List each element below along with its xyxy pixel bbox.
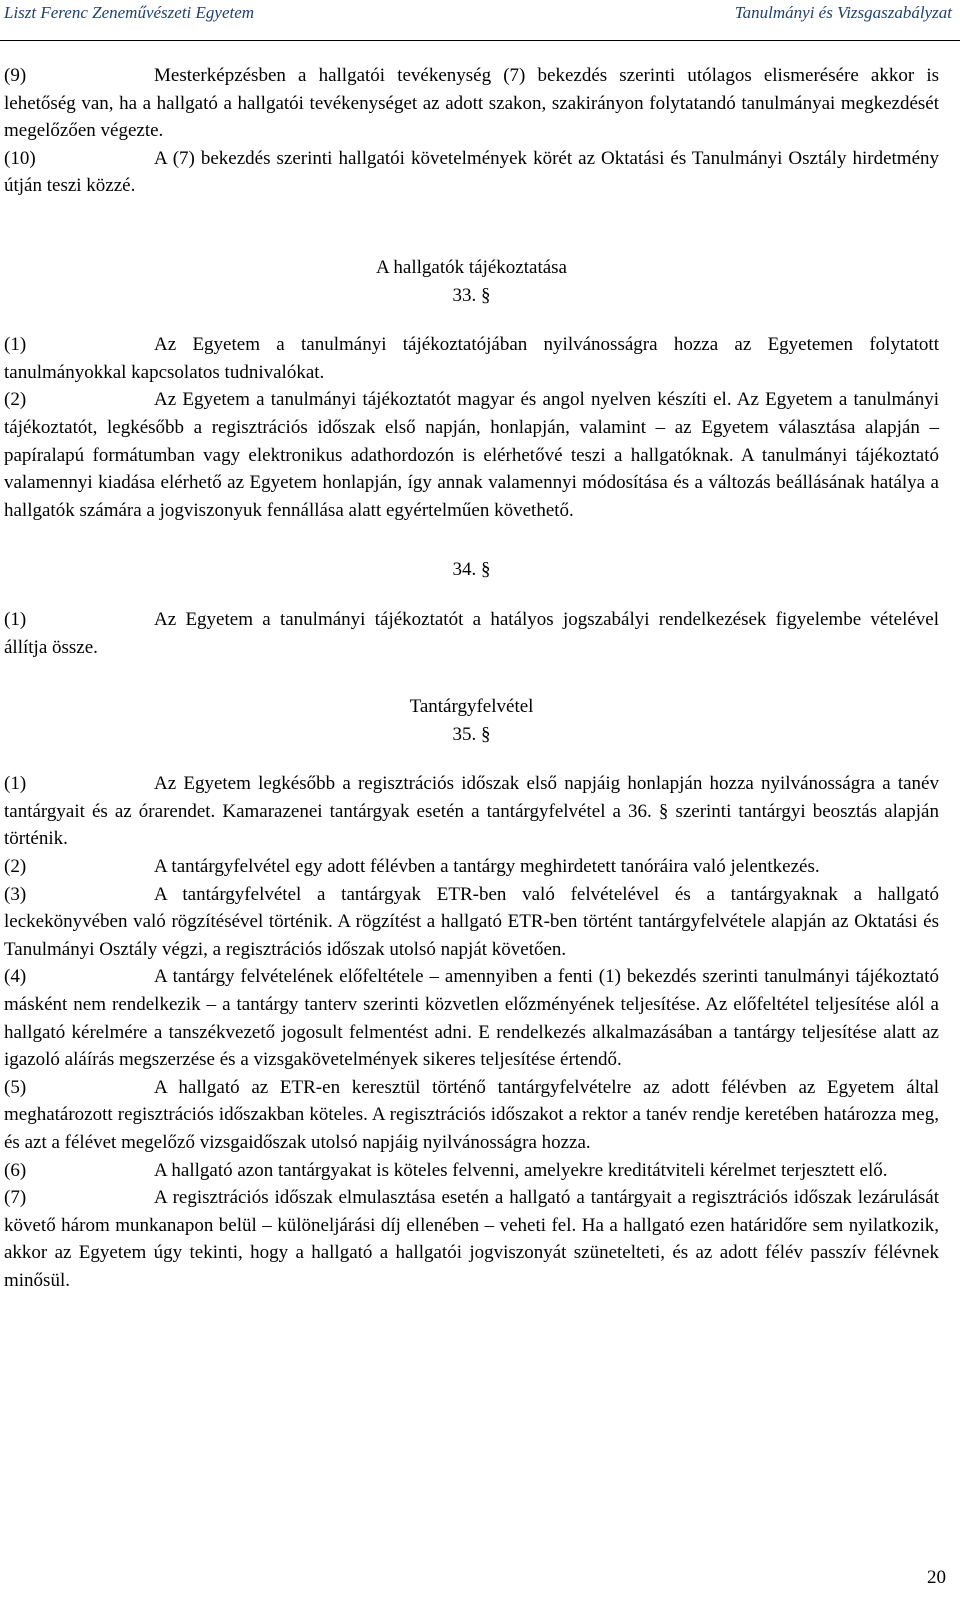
document-body [4,62,939,1295]
paragraph-number: (7) [4,1187,27,1209]
paragraph-33-2 [4,386,939,524]
paragraph-number: (6) [4,1159,27,1181]
page-number: 20 [927,1567,946,1588]
paragraph-35-1 [4,770,939,853]
paragraph-number: (1) [4,608,27,630]
page-header [0,0,960,41]
paragraph-text: A hallgató az ETR-en keresztül történő tantárgyfelvételre az adott félévben az Egyetem által meghatározott regisztrációs időszakban köteles. A regisztrációs időszakot a rektor a tanév rendje keretében határozza meg, és azt a félévet megelőző vizsgaidőszak utolsó napjáig nyilvánosságra hozza. [4,1076,939,1153]
paragraph-33-1 [4,331,939,386]
paragraph-number: (9) [4,65,27,86]
header-document-title: Tanulmányi és Vizsgaszabályzat [734,3,952,22]
paragraph-number: (10) [4,147,36,169]
paragraph-text: A tantárgyfelvétel a tantárgyak ETR-ben való felvételével és a tantárgyaknak a hallgató leckekönyvében való rögzítésével történik. A rögzítést a hallgató ETR-ben történt tantárgyfelvétele alapján az Oktatási és Tanulmányi Osztály végzi, a regisztrációs időszak utolsó napját követően. [4,883,939,960]
section-35-number: 35. § [452,723,491,745]
section-33-title: A hallgatók tájékoztatása [376,256,567,278]
paragraph-text: A tantárgyfelvétel egy adott félévben a tantárgy meghirdetett tanóráira való jelentkezés. [154,856,820,878]
paragraph-number: (1) [4,334,27,356]
header-institution: Liszt Ferenc Zeneművészeti Egyetem [4,3,255,22]
paragraph-number: (1) [4,773,27,795]
paragraph-text: Az Egyetem a tanulmányi tájékoztatót magyar és angol nyelven készíti el. Az Egyetem a tanulmányi tájékoztatót, legkésőbb a regisztrációs időszak első napján, honlapján, valamint – az Egyetem választása alapján – papíralapú formátumban vagy elektronikus adathordozón is elérhetővé teszi a hallgatóknak. A tanulmányi tájékoztató valamennyi kiadása elérhető az Egyetem honlapján, így annak valamennyi módosítása és a változás beállásának hatálya a hallgatók számára a jogviszonyuk fennállása alatt egyértelműen követhető. [4,389,939,521]
paragraph-35-3 [4,881,939,964]
section-35-title: Tantárgyfelvétel [409,696,534,718]
paragraph-10 [4,145,939,200]
paragraph-text: A hallgató azon tantárgyakat is köteles felvenni, amelyekre kreditátviteli kérelmet terjesztett elő. [154,1159,888,1181]
paragraph-number: (5) [4,1076,27,1098]
paragraph-35-5 [4,1074,939,1157]
paragraph-35-2 [4,853,939,881]
paragraph-number: (2) [4,856,27,878]
paragraph-text: A tantárgy felvételének előfeltétele – amennyiben a fenti (1) bekezdés szerinti tanulmányi tájékoztató másként nem rendelkezik – a tantárgy tanterv szerinti közvetlen előzményének teljesítése. Az előfeltétel teljesítése alól a hallgató kérelmére a tanszékvezető jogosult felmentést adni. E rendelkezés alkalmazásában a tantárgy teljesítése alatt az igazoló aláírás megszerzése és a vizsgakövetelmények sikeres teljesítése értendő. [4,966,939,1071]
paragraph-number: (4) [4,966,27,988]
paragraph-number: (2) [4,389,27,411]
section-33-number: 33. § [452,284,491,306]
paragraph-35-6 [4,1157,939,1185]
paragraph-34-1 [4,606,939,661]
paragraph-text: Az Egyetem legkésőbb a regisztrációs időszak első napjáig honlapján hozza nyilvánosságra a tanév tantárgyait és az órarendet. Kamarazenei tantárgyak esetén a tantárgyfelvétel a 36. § szerinti tantárgyi beosztás alapján történik. [4,773,939,850]
section-34-number: 34. § [452,559,491,581]
paragraph-text: Az Egyetem a tanulmányi tájékoztatót a hatályos jogszabályi rendelkezések figyelembe vételével állítja össze. [4,608,939,658]
paragraph-9 [4,62,939,145]
paragraph-35-4 [4,963,939,1073]
paragraph-35-7 [4,1184,939,1294]
paragraph-text: Mesterképzésben a hallgatói tevékenység (7) bekezdés szerinti utólagos elismerésére akkor is lehetőség van, ha a hallgató a hallgatói tevékenységet az adott szakon, szakirányon folytatandó tanulmányai megkezdését megelőzően végezte. [4,65,939,142]
paragraph-text: A (7) bekezdés szerinti hallgatói követelmények körét az Oktatási és Tanulmányi Osztály hirdetmény útján teszi közzé. [4,147,939,197]
paragraph-text: A regisztrációs időszak elmulasztása esetén a hallgató a tantárgyait a regisztrációs időszak lezárulását követő három munkanapon belül – különeljárási díj ellenében – veheti fel. Ha a hallgató ezen határidőre sem nyilatkozik, akkor az Egyetem úgy tekinti, hogy a hallgató a hallgatói jogviszonyát szünetelteti, és az adott félév passzív félévnek minősül. [4,1187,939,1291]
paragraph-text: Az Egyetem a tanulmányi tájékoztatójában nyilvánosságra hozza az Egyetemen folytatott tanulmányokkal kapcsolatos tudnivalókat. [4,334,939,383]
paragraph-number: (3) [4,883,27,905]
